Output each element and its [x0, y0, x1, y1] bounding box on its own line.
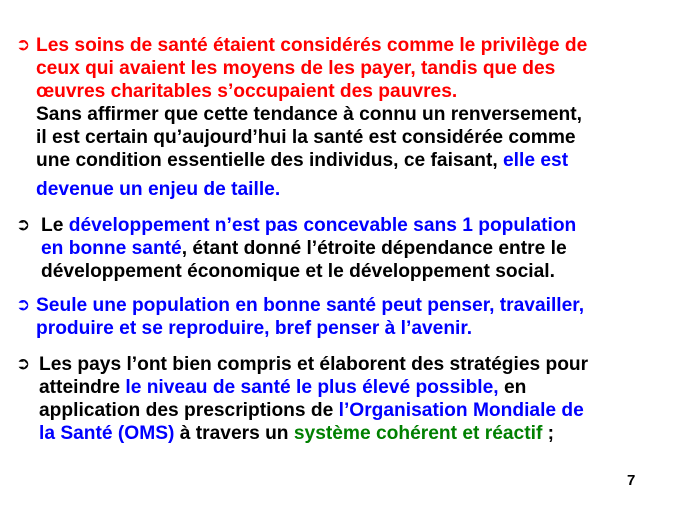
- bullet-4-line-4-part-c: système cohérent et réactif: [293, 423, 543, 444]
- bullet-2-line-2: [41, 237, 676, 260]
- bullet-4-line-4-part-d: ;: [542, 423, 555, 444]
- bullet-3-text: [36, 294, 676, 340]
- bullet-2-line-2-part-b: , étant donné l’étroite dépendance entre le: [181, 238, 567, 259]
- bullet-4-line-2-part-a: atteindre: [39, 377, 126, 398]
- bullet-2-line-3: développement économique et le développement social.: [41, 261, 555, 282]
- page-number: 7: [627, 472, 636, 489]
- bullet-2-line-1-part-b: développement n’est pas concevable sans 1 population: [68, 215, 577, 236]
- bullet-3-line-2: produire et se reproduire, bref penser à l’avenir.: [36, 318, 473, 339]
- bullet-1-line-5: il est certain qu’aujourd’hui la santé est considérée comme: [36, 127, 576, 148]
- bullet-3-line-1: Seule une population en bonne santé peut penser, travailler,: [36, 295, 585, 316]
- bullet-4-line-4: [39, 422, 676, 445]
- bullet-2-text: [41, 214, 676, 283]
- bullet-1-text: [36, 34, 676, 201]
- bullet-point-3: [16, 294, 676, 340]
- arrow-right-icon: ➲: [16, 354, 31, 374]
- bullet-4-line-1: Les pays l’ont bien compris et élaborent des stratégies pour: [39, 354, 589, 375]
- bullet-2-line-2-part-a: en bonne santé: [41, 238, 182, 259]
- arrow-right-icon: ➲: [16, 215, 31, 235]
- bullet-1-line-1: Les soins de santé étaient considérés comme le privilège de: [36, 35, 588, 56]
- bullet-4-line-4-part-a: la Santé (OMS): [39, 423, 175, 444]
- bullet-4-line-3: [39, 399, 676, 422]
- bullet-1-line-6: [36, 149, 676, 172]
- bullet-point-4: [16, 353, 676, 445]
- bullet-4-line-4-part-b: à travers un: [174, 423, 294, 444]
- bullet-4-line-2-part-c: en: [498, 377, 527, 398]
- bullet-4-text: [39, 353, 676, 445]
- bullet-1-line-6-part-b: elle est: [503, 150, 569, 171]
- bullet-4-line-3-part-a: application des prescriptions de: [39, 400, 339, 421]
- bullet-2-line-1-part-a: Le: [41, 215, 69, 236]
- bullet-1-line-3: œuvres charitables s’occupaient des pauvres.: [36, 81, 458, 102]
- bullet-1-line-2: ceux qui avaient les moyens de les payer, tandis que des: [36, 58, 556, 79]
- bullet-4-line-3-part-b: l’Organisation Mondiale de: [338, 400, 584, 421]
- bullet-4-line-2-part-b: le niveau de santé le plus élevé possible,: [125, 377, 499, 398]
- bullet-4-line-2: [39, 376, 676, 399]
- bullet-1-line-7: devenue un enjeu de taille.: [36, 179, 281, 200]
- bullet-1-line-4: Sans affirmer que cette tendance à connu un renversement,: [36, 104, 582, 125]
- bullet-1-line-6-part-a: une condition essentielle des individus, ce faisant,: [36, 150, 504, 171]
- arrow-right-icon: ➲: [16, 295, 31, 315]
- bullet-point-1: [16, 34, 676, 201]
- bullet-point-2: [16, 214, 676, 283]
- arrow-right-icon: ➲: [16, 35, 31, 55]
- bullet-2-line-1: [41, 214, 676, 237]
